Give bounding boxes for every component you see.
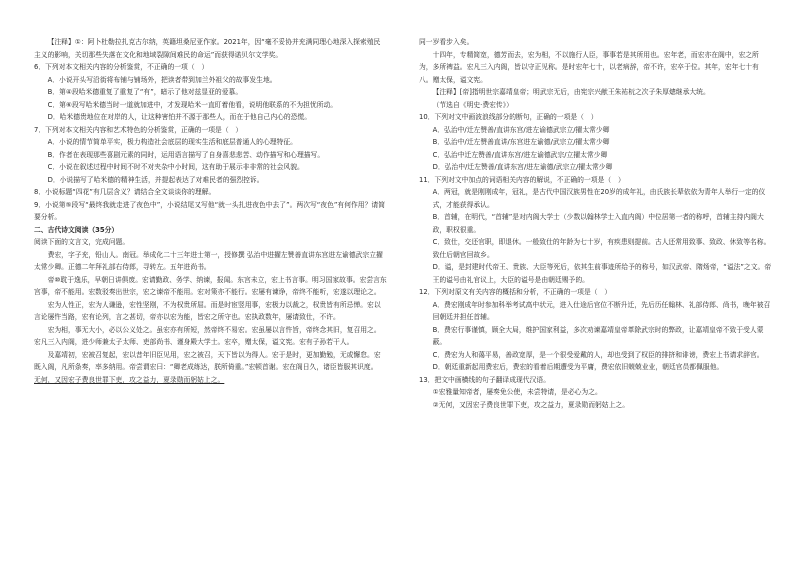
q12-a: A．费宏刚成年时参加科举考试高中状元，进入仕途后官位不断升迁，先后历任翰林、礼部侍郎、尚书，晚年被召回朝廷并担任首辅。	[432, 300, 771, 321]
passage-1: 费宏，字子充，铅山人。南冠。举成化二十三年进士第一，授修撰 弘治中进擢左赞善直讲东宫进左谕德武宗立擢太常少卿。正德二年拜礼部右侍郎，寻转左。五年进尚书。	[34, 250, 383, 271]
q12-b: B．费宏行事谨慎，顾全大局，维护国家利益，多次劝谏嘉靖皇帝革除武宗时的弊政，让嘉靖皇帝不致于受人蒙蔽。	[432, 325, 764, 346]
passage-end: 同一岁看步入矣。	[419, 38, 474, 46]
reading-intro: 阅读下面的文言文，完成问题。	[34, 238, 130, 246]
q10: 10．下列对文中画波浪线部分的断句，正确的一项是（ ）	[419, 113, 598, 121]
q6-b: B．第④段哈米德重复了重复了“有”，暗示了他对兹显亚的爱慕。	[47, 88, 243, 96]
q6: 6．下列对本文相关内容的分析鉴赏，不正确的一项（ ）	[34, 63, 209, 71]
left-column	[34, 36, 387, 411]
right-column	[419, 36, 772, 411]
q12-d: D．朝廷重新起用费宏后，费宏的看着后期遭受为平庸，费宏依旧兢兢业业，朝廷官员都佩服他。	[432, 363, 724, 371]
two-column-layout	[34, 36, 772, 411]
note-1: 【注释】①：阿卜杜勒拉扎克古尔纳，英籍坦桑尼亚作家。2021年，因“毫不妥协并充满同理心地深入探索殖民主义的影响，关切那些失落在文化和地域裂隙间难民的命运”而获得诺贝尔文学奖。	[34, 38, 381, 59]
q7-d: D．小说描写了哈米德的精神生活，并提起表达了对难民者的强烈控诉。	[47, 175, 264, 184]
q8: 8．小说标题“四花”有几层含义？请结合全文谈谈你的理解。	[34, 188, 216, 196]
q9: 9．小说第⑤段写“最终我就走进了夜色中”，小说结尾又写他“就一头扎进夜色中去了”。两次写“夜色”有何作用？请简要分析。	[34, 200, 385, 221]
q10-c: C．弘治中迁左赞善/直讲东宫/进左谕德武宗/立擢太常少卿	[432, 150, 608, 159]
passage-6: 十四年，专精简宽，德芳而去，宏为相，不以施行人臣，事事若是其所用也。宏年老，而宏亦在阁中，宏之所为，多所裨益。宏凡三入内阁，皆以守正见称。是时宏年七十，以老病辞，帝不许，宏卒于位。其年，宏年七十有八。赠太保，谥文宪。	[419, 50, 759, 84]
q11-c: C．致仕，交还官职，即退休。一般致仕的年龄为七十岁，有疾患则提前。古人还常用致事、致政、休致等名称。致仕后朝官回故乡。	[432, 238, 771, 259]
note-2: 【注释】[帝]指明世宗嘉靖皇帝；明武宗无后，由宪宗兴献王朱祐杬之次子朱厚熜继承大统。	[432, 88, 710, 96]
passage-4: 宏为相，事无大小，必以公义处之。虽宏亦有所短，然帝终不易宏。宏虽屡以言忤旨，帝终念其旧，复召用之。宏凡三入内阁，进少师兼太子太师、吏部尚书、谨身殿大学士。宏卒，赠太保，谥文宪。宏有子孙若干人。	[34, 325, 381, 346]
q7-b: B．作者在表现那些喜剧元素的同时，运用语言描写了自身喜悲悲苦、动作描写和心理描写。	[47, 150, 325, 159]
underlined-sentence: 无何，又因宏子费良世罪下吏，攻之益力，夏录勋而躬姑上之。	[34, 375, 225, 384]
q7: 7．下列对本文相关内容和艺术特色的分析鉴赏，正确的一项是（ ）	[34, 125, 243, 134]
q11-d: D．谥，是封建时代帝王、贵族、大臣等死后，依其生前事迹所给予的称号，如汉武帝、隋炀帝，“谥法”之文。帝王的谥号由礼官议上，大臣的谥号是由朝廷赐予的。	[432, 263, 772, 284]
q10-b: B．弘治中/迁左赞善直讲/东宫进左谕德/武宗立/擢太常少卿	[432, 138, 610, 146]
passage-3: 宏为人性正，宏为人谦逊，宏性坚刚，不为权贵所屈。而是时宦竖用事，宏极力以裁之，权贵皆有所忌惮。宏以言论屡忤当路，宏有论列，言之甚切，帝亦以宏为能，皆宏之所守也。宏执政数年，屡请致仕，不许。	[34, 300, 381, 321]
q6-a: A．小说开头写沿街将布铺与铺场外，把读者带到加兰外祖父的故事发生地。	[47, 75, 277, 84]
q12-c: C．费宏为人和蔼平易，善政宽厚，是一个很受爱戴的人，却也受到了权臣的排挤和诽谤，费宏上书请求辞官。	[432, 350, 764, 359]
q10-a: A．弘治中/迁左赞善/直讲东宫/进左谕德武宗立/擢太常少卿	[432, 125, 610, 134]
passage-5: 及嘉靖初，宏被召复起，宏以昔年旧臣见用，宏之被召，天下皆以为得人。宏于是时，更加勤勉，无或懈怠。宏既入阁，凡所条奏，率多纳用。帝尝谓宏曰：“卿老成练达，朕所倚重。”宏顿首谢。宏在阁日久，诸臣皆服其识度。	[34, 350, 381, 371]
q13-1: ①宏雅量知帝者，屡奏免公使，未尝特请，是必心为之。	[432, 388, 602, 396]
q7-a: A．小说的情节简单平实，极力构造社会底层的现实生活和底层普通人的心理特征。	[47, 138, 297, 146]
q10-d: D．弘治中/迁左赞善/直讲东宫/进左谕德/武宗立/擢太常少卿	[432, 163, 613, 171]
section-2: 二、古代诗文阅读（35分）	[34, 225, 119, 234]
q13-2: ②无何，又因宏子费良世罪下吏，攻之益力，夏录勋而躬姑上之。	[432, 400, 629, 409]
q12: 12．下列对原文有关内容的概括和分析，不正确的一项是（ ）	[419, 288, 612, 296]
q13: 13．把文中画横线的句子翻译成现代汉语。	[419, 375, 550, 384]
q11-b: B．首辅，在明代，“首辅”是对内阁大学士（少数以翰林学士入直内阁）中位居第一者的称呼，首辅主持内阁大政，职权很重。	[432, 213, 764, 234]
q7-c: C．小说在叙述过程中时间不时不对夹杂中小时间，这有助于展示非非常的社会风貌。	[47, 163, 304, 171]
q6-c: C．第⑥段写哈米德当时一道就加进中，才发现哈米一直盯着他看，说明他联系的不为担忧所动。	[47, 100, 338, 109]
passage-2: 帝⑩耽于逸乐，早朝日讲俱废。宏请勤政、务学、纳谏，报闻。东宫未立，宏上书言事。明习国家故事。宏尝言东宫事，帝不能用。宏数驳奏出世宗，宏之谏帝不能用。宏对策亦不能行。宏屡有谏诤，帝终不能听，宏遂以理论之。	[34, 275, 387, 296]
q11-a: A．两冠，就是刚刚成年，冠礼，是古代中国汉族男性在20岁的成年礼，由氏族长辈依依为青年人举行一定的仪式，才能获得承认。	[432, 188, 766, 209]
q11: 11．下列对文中加点的词语相关内容的解说，不正确的一项是（ ）	[419, 175, 625, 184]
source: （节选自《明史·费宏传》）	[432, 100, 513, 109]
q6-d: D．哈米德贵地位在对岸的人，让这种害怕并不源于那些人，而在于他自己内心的恐慌。	[47, 113, 312, 121]
